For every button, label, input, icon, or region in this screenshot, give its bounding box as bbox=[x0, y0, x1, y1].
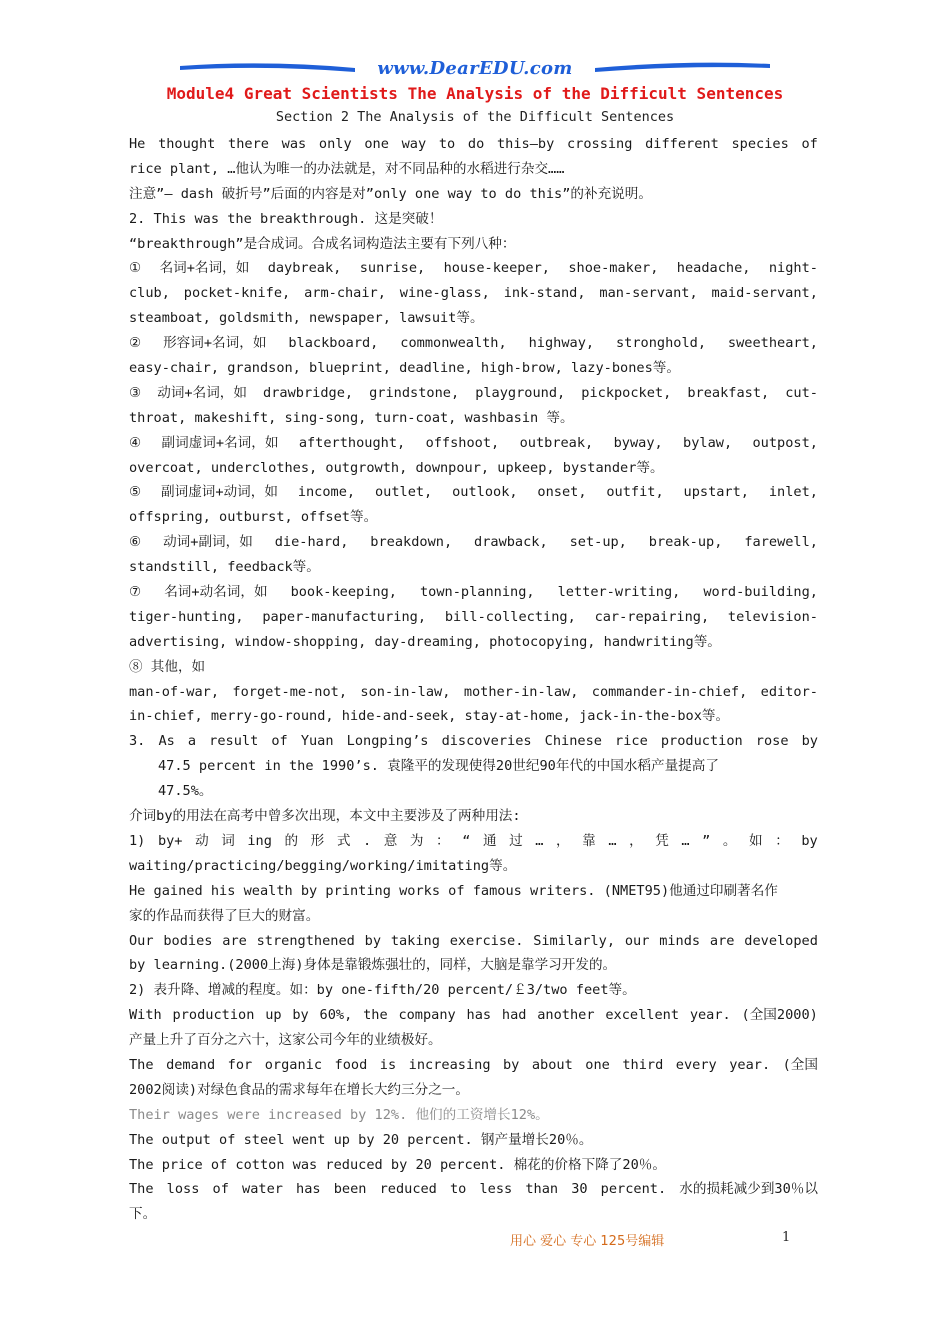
word: is bbox=[379, 1056, 397, 1073]
word: car-repairing, bbox=[594, 608, 710, 625]
page-footer: 用心 爱心 专心 125号编辑 bbox=[510, 1234, 665, 1249]
word: exercise. bbox=[449, 932, 524, 949]
word: 60%, bbox=[319, 1007, 353, 1024]
word: 动词+副词，如 bbox=[163, 534, 253, 551]
text-line: 产量上升了百分之六十，这家公司今年的业绩极好。 bbox=[129, 1032, 442, 1049]
word: arm-chair, bbox=[304, 285, 386, 302]
word: by bbox=[503, 1056, 520, 1073]
text-line bbox=[129, 1053, 818, 1078]
word: our bbox=[624, 932, 650, 949]
word: ① bbox=[129, 260, 142, 277]
word: headache, bbox=[676, 260, 751, 277]
word: 副词虚词+名词，如 bbox=[161, 434, 279, 451]
word: by+ bbox=[157, 832, 183, 849]
word: one bbox=[585, 1056, 610, 1073]
word: As bbox=[158, 733, 175, 750]
word: grindstone, bbox=[369, 384, 460, 401]
text-line: He gained his wealth by printing works of famous writers. (NMET95)他通过印刷著名作 bbox=[129, 882, 778, 899]
word: editor- bbox=[760, 683, 818, 700]
word: increasing bbox=[408, 1056, 491, 1073]
word: club, bbox=[129, 285, 170, 302]
word: house-keeper, bbox=[443, 260, 550, 277]
word: highway, bbox=[528, 335, 595, 352]
word: ， bbox=[629, 832, 643, 849]
word: species bbox=[731, 136, 789, 152]
word: playground, bbox=[475, 384, 566, 401]
text-line bbox=[129, 132, 818, 157]
word: rose bbox=[755, 733, 789, 750]
site-banner bbox=[175, 56, 775, 84]
word: 形容词+名词，如 bbox=[163, 335, 267, 352]
text-line: steamboat, goldsmith, newspaper, lawsuit等。 bbox=[129, 310, 484, 327]
text-line: overcoat, underclothes, outgrowth, downpour, upkeep, bystander等。 bbox=[129, 459, 664, 476]
word: drawback, bbox=[474, 534, 548, 551]
word: outlook, bbox=[452, 484, 518, 501]
text-line: 47.5%。 bbox=[158, 783, 213, 800]
text-line bbox=[129, 331, 818, 356]
word: wine-glass, bbox=[399, 285, 490, 302]
word: ⑥ bbox=[129, 534, 142, 551]
word: Yuan bbox=[300, 733, 334, 750]
word: for bbox=[227, 1056, 253, 1073]
word: ⑤ bbox=[129, 484, 142, 501]
word: excellent bbox=[605, 1007, 680, 1024]
word: had bbox=[501, 1007, 527, 1024]
word: production bbox=[172, 1007, 255, 1024]
word: rice bbox=[615, 733, 648, 750]
word: die-hard, bbox=[274, 534, 349, 551]
word: been bbox=[333, 1181, 367, 1198]
word: 凭 bbox=[655, 832, 669, 849]
word: drawbridge, bbox=[263, 384, 354, 401]
word: 名词+动名词，如 bbox=[164, 584, 268, 601]
word: 副词虚词+动词，如 bbox=[161, 484, 278, 501]
word: company bbox=[398, 1007, 456, 1024]
word: upstart, bbox=[683, 484, 749, 501]
text-line: 2002阅读)对绿色食品的需求每年在增长大约三分之一。 bbox=[129, 1081, 469, 1098]
word: water bbox=[242, 1181, 283, 1198]
word: 过 bbox=[509, 832, 523, 849]
text-line bbox=[129, 281, 818, 306]
text-line: 2) 表升降、增减的程度。如：by one-fifth/20 percent/￡3/two feet等。 bbox=[129, 982, 636, 999]
word: outbreak, bbox=[519, 434, 594, 451]
text-line: 47.5 percent in the 1990’s. 袁隆平的发现使得20世纪90年代的中国水稻产量提高了 bbox=[158, 758, 719, 775]
word: 意 bbox=[383, 832, 398, 849]
word: Similarly, bbox=[533, 932, 616, 949]
word: this—by bbox=[496, 136, 555, 152]
text-line bbox=[129, 829, 818, 854]
word: pickpocket, bbox=[581, 384, 672, 401]
word: daybreak, bbox=[267, 260, 342, 277]
page-number: 1 bbox=[782, 1230, 791, 1245]
word: stronghold, bbox=[615, 335, 707, 352]
text-line: 2. This was the breakthrough. 这是突破！ bbox=[129, 210, 443, 227]
word: farewell, bbox=[744, 534, 818, 551]
text-line: rice plant, …他认为唯一的办法就是，对不同品种的水稻进行杂交…… bbox=[129, 160, 565, 177]
word: 如 bbox=[749, 832, 763, 849]
text-line: standstill, feedback等。 bbox=[129, 559, 320, 576]
word: book-keeping, bbox=[290, 584, 397, 601]
word: of bbox=[801, 136, 818, 152]
word: ing bbox=[247, 832, 272, 849]
word: bylaw, bbox=[683, 434, 733, 451]
word: way bbox=[401, 136, 427, 152]
word: night- bbox=[768, 260, 818, 277]
word: commonwealth, bbox=[400, 335, 507, 352]
text-line bbox=[129, 256, 818, 281]
word: there bbox=[228, 136, 269, 152]
word: cut- bbox=[785, 384, 818, 401]
word: loss bbox=[166, 1181, 200, 1198]
word: result bbox=[209, 733, 259, 750]
word: taking bbox=[390, 932, 440, 949]
text-line bbox=[129, 929, 818, 954]
word: Longping’s bbox=[346, 733, 429, 750]
word: has bbox=[296, 1181, 321, 1198]
word: by bbox=[801, 832, 818, 849]
word: to bbox=[449, 1181, 467, 1198]
word: the bbox=[363, 1007, 388, 1024]
word: man-servant, bbox=[599, 285, 698, 302]
page-title: Module4 Great Scientists The Analysis of the Difficult Sentences bbox=[166, 84, 784, 103]
text-line bbox=[129, 680, 818, 705]
word: outpost, bbox=[752, 434, 818, 451]
text-line bbox=[129, 1177, 818, 1202]
word: man-of-war, bbox=[129, 683, 220, 700]
word: ② bbox=[129, 335, 142, 352]
word: 30 bbox=[571, 1181, 588, 1198]
word: 形 bbox=[310, 832, 325, 849]
text-line: “breakthrough”是合成词。合成名词构造法主要有下列八种： bbox=[129, 235, 516, 252]
word: paper-manufacturing, bbox=[262, 608, 427, 625]
word: discoveries bbox=[441, 733, 532, 750]
word: Chinese bbox=[544, 733, 602, 750]
word: … bbox=[608, 832, 617, 849]
text-line: by learning.(2000上海)身体是靠锻炼强壮的，同样，大脑是靠学习开发的。 bbox=[129, 957, 617, 974]
page-subtitle: Section 2 The Analysis of the Difficult Sentences bbox=[275, 109, 675, 125]
word: onset, bbox=[537, 484, 587, 501]
word: are bbox=[709, 932, 735, 949]
text-line: throat, makeshift, sing-song, turn-coat, washbasin 等。 bbox=[129, 409, 574, 426]
word: ③ bbox=[129, 384, 142, 401]
word: Our bbox=[129, 932, 154, 949]
text-line: The output of steel went up by 20 percent. 钢产量增长20％。 bbox=[129, 1131, 593, 1148]
word: He bbox=[129, 136, 146, 152]
word: bill-collecting, bbox=[444, 608, 576, 625]
word: town-planning, bbox=[419, 584, 535, 601]
word: tiger-hunting, bbox=[129, 608, 244, 625]
word: afterthought, bbox=[298, 434, 406, 451]
word: ” bbox=[702, 832, 711, 849]
word: word-building, bbox=[703, 584, 818, 601]
word: break-up, bbox=[648, 534, 723, 551]
word: ④ bbox=[129, 434, 142, 451]
word: “ bbox=[462, 832, 471, 849]
word: reduced bbox=[379, 1181, 437, 1198]
word: ⑦ bbox=[129, 584, 142, 601]
word: The bbox=[129, 1056, 154, 1073]
word: third bbox=[622, 1056, 664, 1073]
text-line bbox=[129, 480, 818, 505]
word: … bbox=[535, 832, 544, 849]
word: by bbox=[292, 1007, 309, 1024]
word: 。 bbox=[722, 832, 737, 849]
text-line: The price of cotton was reduced by 20 percent. 棉花的价格下降了20％。 bbox=[129, 1156, 666, 1173]
word: developed bbox=[744, 932, 818, 949]
word: ： bbox=[436, 832, 450, 849]
site-logo: www.DearEDU.com bbox=[377, 58, 573, 79]
word: 水的损耗减少到30％以 bbox=[679, 1181, 818, 1198]
word: only bbox=[318, 136, 352, 152]
word: pocket-knife, bbox=[183, 285, 291, 302]
word: commander-in-chief, bbox=[591, 683, 748, 700]
word: about bbox=[531, 1056, 573, 1073]
text-line: 注意”— dash 破折号”后面的内容是对”only one way to do this”的补充说明。 bbox=[129, 185, 652, 202]
word: ： bbox=[775, 832, 789, 849]
text-line: easy-chair, grandson, blueprint, deadline, high-brow, lazy-bones等。 bbox=[129, 360, 680, 377]
word: bodies bbox=[163, 932, 213, 949]
word: 的 bbox=[284, 832, 299, 849]
word: ， bbox=[556, 832, 570, 849]
document-body bbox=[129, 132, 818, 1227]
word: by bbox=[364, 932, 382, 949]
word: of bbox=[271, 733, 288, 750]
word: food bbox=[334, 1056, 368, 1073]
text-line: Their wages were increased by 12%. 他们的工资增长12%。 bbox=[129, 1106, 549, 1123]
word: production bbox=[660, 733, 743, 750]
text-line: waiting/practicing/begging/working/imitating等。 bbox=[129, 857, 517, 874]
word: offshoot, bbox=[425, 434, 500, 451]
text-line bbox=[129, 729, 818, 754]
word: 3. bbox=[129, 733, 146, 750]
word: than bbox=[525, 1181, 559, 1198]
word: breakdown, bbox=[370, 534, 453, 551]
word: less bbox=[479, 1181, 513, 1198]
text-line bbox=[129, 1003, 818, 1028]
word: a bbox=[187, 733, 197, 750]
word: maid-servant, bbox=[711, 285, 818, 302]
word: outlet, bbox=[374, 484, 433, 501]
word: year. bbox=[689, 1007, 731, 1024]
word: 动词+名词，如 bbox=[157, 384, 247, 401]
word: every bbox=[675, 1056, 717, 1073]
word: are bbox=[222, 932, 247, 949]
word: . bbox=[362, 832, 372, 849]
word: 1) bbox=[129, 832, 146, 849]
word: 动 bbox=[195, 832, 209, 849]
word: another bbox=[537, 1007, 595, 1024]
text-line: 介词by的用法在高考中曾多次出现，本文中主要涉及了两种用法: bbox=[129, 808, 521, 825]
word: one bbox=[364, 136, 389, 152]
text-line: advertising, window-shopping, day-dreaming, photocopying, handwriting等。 bbox=[129, 633, 721, 650]
word: up bbox=[265, 1007, 282, 1024]
word: sweetheart, bbox=[727, 335, 818, 352]
text-line: 下。 bbox=[129, 1206, 157, 1223]
word: letter-writing, bbox=[557, 584, 681, 601]
word: organic bbox=[264, 1056, 323, 1073]
word: 式 bbox=[336, 832, 351, 849]
word: different bbox=[645, 136, 719, 152]
word: (全国 bbox=[782, 1056, 818, 1073]
word: 为 bbox=[409, 832, 424, 849]
word: With bbox=[129, 1007, 162, 1024]
word: television- bbox=[727, 608, 818, 625]
word: … bbox=[681, 832, 690, 849]
text-line bbox=[129, 530, 818, 555]
word: crossing bbox=[566, 136, 633, 152]
word: demand bbox=[166, 1056, 216, 1073]
word: breakfast, bbox=[687, 384, 770, 401]
word: was bbox=[281, 136, 307, 152]
word: has bbox=[466, 1007, 492, 1024]
word: minds bbox=[659, 932, 701, 949]
word: 靠 bbox=[582, 832, 596, 849]
text-line: in-chief, merry-go-round, hide-and-seek, stay-at-home, jack-in-the-box等。 bbox=[129, 708, 730, 725]
word: blackboard, bbox=[288, 335, 379, 352]
text-line bbox=[129, 431, 818, 456]
word: 名词+名词，如 bbox=[159, 260, 250, 277]
word: ink-stand, bbox=[503, 285, 586, 302]
word: 通 bbox=[482, 832, 497, 849]
word: set-up, bbox=[569, 534, 627, 551]
text-line bbox=[129, 605, 818, 630]
word: son-in-law, bbox=[360, 683, 451, 700]
word: 词 bbox=[221, 832, 235, 849]
word: thought bbox=[158, 136, 216, 152]
word: percent. bbox=[600, 1181, 667, 1198]
word: shoe-maker, bbox=[568, 260, 659, 277]
word: The bbox=[129, 1181, 154, 1198]
word: strengthened bbox=[256, 932, 355, 949]
text-line: 家的作品而获得了巨大的财富。 bbox=[129, 907, 320, 924]
word: inlet, bbox=[768, 484, 818, 501]
word: income, bbox=[297, 484, 356, 501]
word: by bbox=[801, 733, 818, 750]
text-line: ⑧ 其他，如 bbox=[129, 658, 206, 675]
text-line: offspring, outburst, offset等。 bbox=[129, 509, 378, 526]
text-line bbox=[129, 580, 818, 605]
word: mother-in-law, bbox=[463, 683, 579, 700]
word: byway, bbox=[613, 434, 663, 451]
word: year. bbox=[729, 1056, 771, 1073]
word: (全国2000) bbox=[741, 1007, 818, 1024]
text-line bbox=[129, 381, 818, 406]
word: forget-me-not, bbox=[232, 683, 347, 700]
word: to bbox=[438, 136, 456, 152]
word: do bbox=[467, 136, 485, 152]
word: outfit, bbox=[606, 484, 664, 501]
word: sunrise, bbox=[359, 260, 426, 277]
word: of bbox=[212, 1181, 229, 1198]
